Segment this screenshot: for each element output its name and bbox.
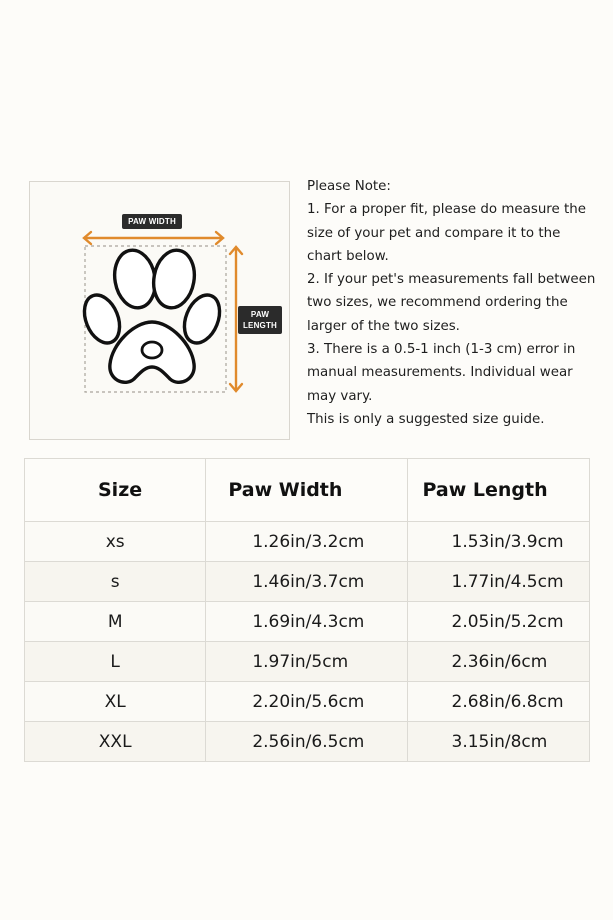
- notes-heading: Please Note:: [307, 179, 391, 194]
- table-row: [25, 602, 590, 642]
- size-cell: XL: [25, 682, 206, 722]
- size-cell: XXL: [25, 722, 206, 762]
- paw-length-label-line2: LENGTH: [242, 321, 278, 330]
- paw-measurement-diagram: [29, 181, 290, 440]
- table-row: [25, 642, 590, 682]
- table-row: [25, 682, 590, 722]
- paw-width-cell: 2.20in/5.6cm: [206, 682, 407, 722]
- paw-width-cell: 1.26in/3.2cm: [206, 522, 407, 562]
- size-cell: L: [25, 642, 206, 682]
- paw-length-cell: 2.05in/5.2cm: [407, 602, 590, 642]
- paw-width-label: PAW WIDTH: [122, 214, 182, 229]
- table-row: [25, 722, 590, 762]
- paw-width-cell: 2.56in/6.5cm: [206, 722, 407, 762]
- paw-width-cell: 1.69in/4.3cm: [206, 602, 407, 642]
- paw-length-cell: 2.68in/6.8cm: [407, 682, 590, 722]
- width-arrow-icon: [84, 232, 223, 244]
- table-row: [25, 522, 590, 562]
- paw-print-icon: [78, 247, 226, 382]
- header-paw-length: Paw Length: [407, 459, 590, 522]
- notes-footer: This is only a suggested size guide.: [307, 411, 545, 427]
- note-item-3: 3. There is a 0.5-1 inch (1-3 cm) error in manual measurements. Individual wear may vary.: [307, 342, 576, 404]
- size-cell: xs: [25, 522, 206, 562]
- paw-length-label-line1: PAW: [250, 310, 270, 319]
- size-cell: s: [25, 562, 206, 602]
- paw-length-cell: 2.36in/6cm: [407, 642, 590, 682]
- header-paw-width: Paw Width: [206, 459, 407, 522]
- header-size: Size: [25, 459, 206, 522]
- note-item-1: 1. For a proper fit, please do measure the size of your pet and compare it to the chart below.: [307, 202, 586, 264]
- table-header-row: [25, 459, 590, 522]
- size-chart-table: [24, 458, 590, 762]
- paw-length-cell: 1.53in/3.9cm: [407, 522, 590, 562]
- paw-width-cell: 1.97in/5cm: [206, 642, 407, 682]
- paw-length-label: [238, 306, 282, 334]
- paw-length-cell: 3.15in/8cm: [407, 722, 590, 762]
- paw-width-cell: 1.46in/3.7cm: [206, 562, 407, 602]
- paw-length-cell: 1.77in/4.5cm: [407, 562, 590, 602]
- table-row: [25, 562, 590, 602]
- note-item-2: 2. If your pet's measurements fall between two sizes, we recommend ordering the larger of the two sizes.: [307, 272, 596, 334]
- measurement-notes: [307, 175, 597, 431]
- size-cell: M: [25, 602, 206, 642]
